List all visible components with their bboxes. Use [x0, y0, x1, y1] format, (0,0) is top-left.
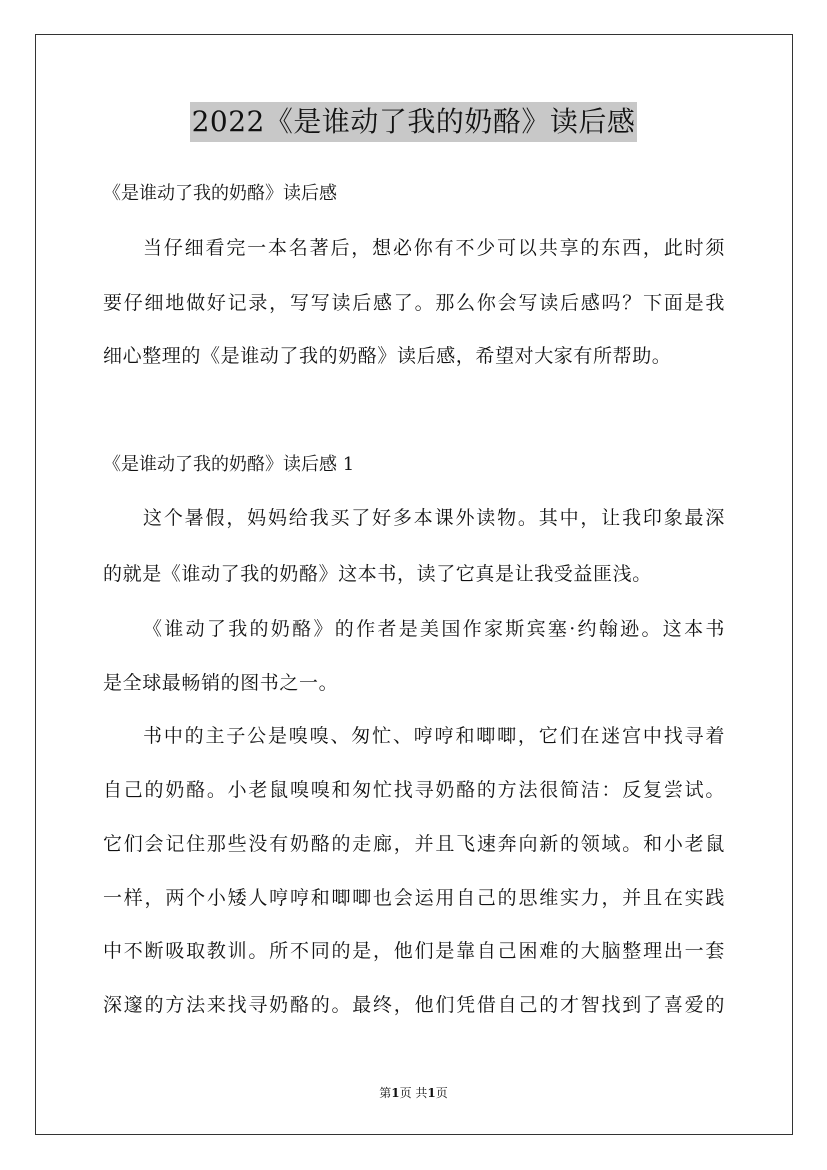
page-total: 1 [427, 1086, 436, 1100]
paragraph-line: 自己的奶酪。小老鼠嗅嗅和匆忙找寻奶酪的方法很简洁：反复尝试。 [103, 779, 725, 801]
paragraph-line: 要仔细地做好记录，写写读后感了。那么你会写读后感吗？下面是我 [103, 292, 725, 314]
title-block [0, 102, 827, 142]
paragraph-line: 书中的主子公是嗅嗅、匆忙、哼哼和唧唧，它们在迷宫中找寻着 [143, 725, 725, 747]
paragraph-line: 《谁动了我的奶酪》的作者是美国作家斯宾塞·约翰逊。这本书 [143, 618, 725, 640]
paragraph-line: 当仔细看完一本名著后，想必你有不少可以共享的东西，此时须 [143, 237, 725, 259]
section-heading: 《是谁动了我的奶酪》读后感 1 [103, 454, 355, 475]
paragraph-line: 是全球最畅销的图书之一。 [103, 672, 339, 694]
document-title: 2022《是谁动了我的奶酪》读后感 [190, 102, 638, 142]
paragraph-line: 的就是《谁动了我的奶酪》这本书，读了它真是让我受益匪浅。 [103, 563, 652, 585]
document-subtitle: 《是谁动了我的奶酪》读后感 [103, 183, 337, 204]
page-label-mid: 页 共 [399, 1086, 428, 1100]
paragraph-line: 这个暑假，妈妈给我买了好多本课外读物。其中，让我印象最深 [143, 507, 725, 529]
page-label-prefix: 第 [379, 1086, 392, 1100]
page-current: 1 [391, 1086, 400, 1100]
paragraph-line: 细心整理的《是谁动了我的奶酪》读后感，希望对大家有所帮助。 [103, 345, 672, 367]
page-label-suffix: 页 [435, 1086, 448, 1100]
paragraph-line: 一样，两个小矮人哼哼和唧唧也会运用自己的思维实力，并且在实践 [103, 887, 725, 909]
paragraph-line: 深邃的方法来找寻奶酪的。最终，他们凭借自己的才智找到了喜爱的 [103, 994, 725, 1016]
paragraph-line: 中不断吸取教训。所不同的是，他们是靠自己困难的大脑整理出一套 [103, 940, 725, 962]
page-footer [0, 1084, 827, 1101]
paragraph-line: 它们会记住那些没有奶酪的走廊，并且飞速奔向新的领域。和小老鼠 [103, 833, 725, 855]
